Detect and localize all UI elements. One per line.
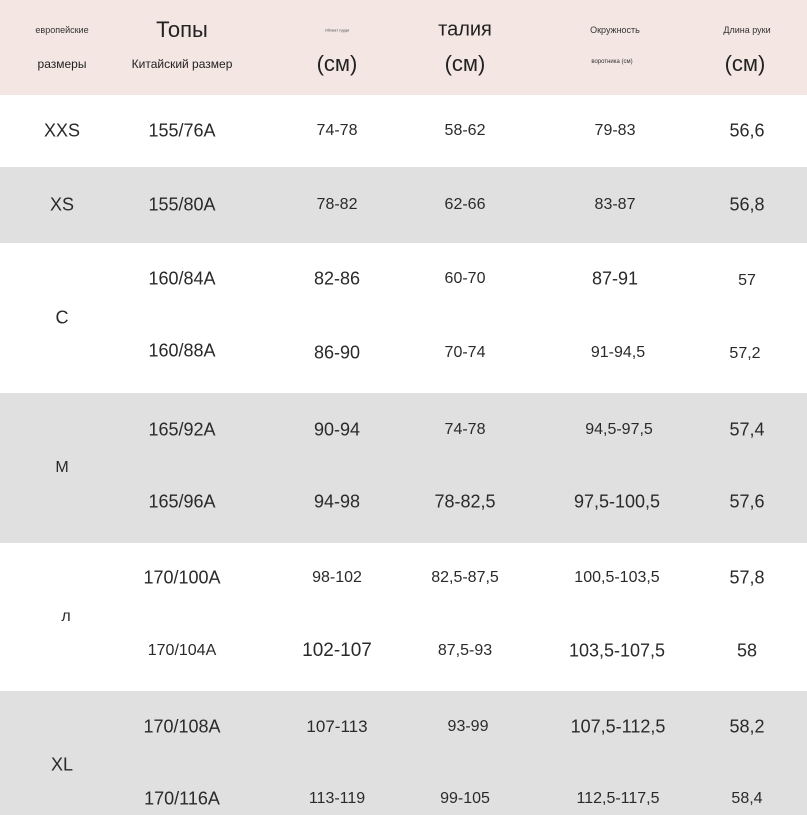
cn-size: 165/96A	[148, 491, 216, 512]
cn-size: 170/116A	[144, 788, 220, 809]
arm-value: 58,4	[731, 790, 763, 807]
collar-value: 83-87	[594, 196, 636, 213]
collar-value: 87-91	[591, 268, 639, 289]
chest-value: 90-94	[313, 419, 361, 440]
cn-size: 160/84A	[148, 268, 216, 289]
size-label: л	[61, 608, 71, 625]
header-chest-top: Обхват груди	[324, 27, 350, 33]
band-l	[0, 543, 807, 691]
header-waist-unit: (см)	[444, 51, 486, 76]
header-collar-top: Окружность	[590, 25, 640, 35]
cn-size: 155/76A	[148, 120, 216, 141]
cn-size: 160/88A	[148, 340, 216, 361]
waist-value: 82,5-87,5	[431, 569, 499, 586]
waist-value: 70-74	[444, 344, 486, 361]
chest-value: 98-102	[312, 569, 362, 586]
header-eu-size-top: европейские	[35, 25, 89, 35]
cn-size: 165/92A	[148, 419, 216, 440]
waist-value: 93-99	[447, 718, 489, 735]
arm-value: 56,8	[729, 194, 765, 215]
waist-value: 99-105	[440, 790, 490, 807]
collar-value: 94,5-97,5	[585, 421, 653, 438]
band-c	[0, 243, 807, 393]
band-m	[0, 393, 807, 543]
header-tops-title: Топы	[156, 17, 208, 42]
header-waist-top: талия	[438, 18, 492, 41]
arm-value: 57,4	[729, 419, 765, 440]
band-xxs	[0, 95, 807, 167]
arm-value: 57,2	[729, 345, 761, 362]
waist-value: 74-78	[444, 421, 486, 438]
waist-value: 62-66	[444, 196, 486, 213]
chest-value: 74-78	[316, 122, 358, 139]
collar-value: 100,5-103,5	[574, 569, 660, 586]
header-eu-size-bottom: размеры	[37, 57, 87, 71]
collar-value: 112,5-117,5	[576, 790, 660, 807]
header-chinese-size: Китайский размер	[131, 57, 233, 71]
band-xl	[0, 691, 807, 815]
arm-value: 57,6	[729, 491, 765, 512]
chest-value: 107-113	[306, 717, 368, 736]
chest-value: 86-90	[313, 342, 361, 363]
cn-size: 170/108A	[143, 716, 221, 737]
header-collar-bottom: воротника (см)	[591, 59, 633, 65]
size-label: М	[55, 459, 69, 476]
chest-value: 94-98	[313, 491, 361, 512]
cn-size: 155/80A	[148, 194, 216, 215]
waist-value: 58-62	[444, 122, 486, 139]
header-arm-top: Длина руки	[723, 25, 771, 35]
table-header	[0, 0, 807, 95]
chest-value: 82-86	[313, 268, 361, 289]
collar-value: 79-83	[594, 122, 636, 139]
chest-value: 78-82	[316, 196, 358, 213]
cn-size: 170/104A	[147, 642, 217, 659]
size-label: XXS	[43, 120, 81, 141]
arm-value: 58,2	[729, 716, 765, 737]
collar-value: 91-94,5	[590, 344, 646, 361]
waist-value: 60-70	[444, 270, 486, 287]
collar-value: 107,5-112,5	[570, 716, 666, 737]
size-label: XS	[49, 194, 75, 215]
cn-size: 170/100A	[143, 567, 221, 588]
arm-value: 56,6	[729, 120, 765, 141]
header-chest-unit: (см)	[316, 51, 358, 76]
collar-value: 97,5-100,5	[573, 491, 661, 512]
header-arm-unit: (см)	[724, 51, 766, 76]
band-xs	[0, 167, 807, 243]
size-label: XL	[50, 754, 74, 775]
arm-value: 58	[736, 640, 758, 661]
chest-value: 102-107	[302, 640, 372, 661]
collar-value: 103,5-107,5	[568, 640, 666, 661]
size-label: С	[55, 307, 69, 328]
waist-value: 78-82,5	[434, 491, 496, 512]
arm-value: 57	[738, 272, 756, 289]
chest-value: 113-119	[308, 790, 366, 807]
waist-value: 87,5-93	[437, 642, 493, 659]
arm-value: 57,8	[729, 567, 765, 588]
